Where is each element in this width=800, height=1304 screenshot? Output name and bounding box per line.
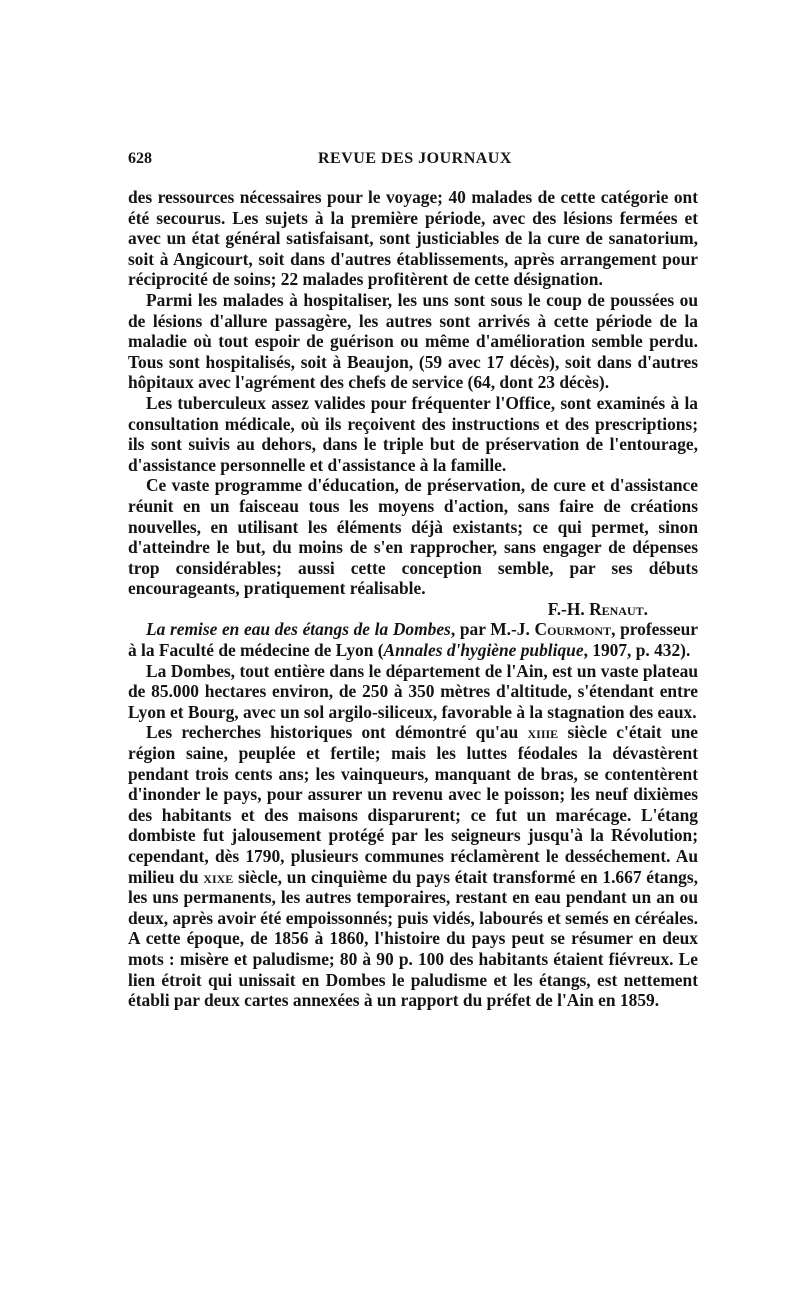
text-run: Les recherches historiques ont démontré qu'au <box>146 722 528 743</box>
article-by: , par M.-J. <box>450 619 535 640</box>
article-title: La remise en eau des étangs de la Dombes <box>146 619 451 640</box>
page-number: 628 <box>128 150 152 167</box>
article-heading <box>128 619 698 660</box>
paragraph: Ce vaste programme d'éducation, de préservation, de cure et d'assistance réunit en un faisceau tous les moyens d'action, sans faire de créations nouvelles, en utilisant les éléments déjà existants; ce qui permet, sinon d'atteindre le but, du moins de s'en rapprocher, sans engager de dépenses trop considérables; aussi cette conception semble, par ses débuts encourageants, pratiquement réalisable. <box>128 475 698 599</box>
article-affiliation: , professeur à la Faculté de médecine de Lyon ( <box>128 619 699 661</box>
paragraph <box>128 722 698 1010</box>
century-numeral: xixe <box>203 866 234 887</box>
running-title: REVUE DES JOURNAUX <box>318 150 512 167</box>
journal-reference: , 1907, p. 432). <box>583 640 691 661</box>
paragraph: Parmi les malades à hospitaliser, les uns sont sous le coup de poussées ou de lésions d'allure passagère, les autres sont arrivés à cette période de la maladie où tout espoir de guérison ou même d'amélioration semble perdu. Tous sont hospitalisés, soit à Beaujon, (59 avec 17 décès), soit dans d'autres hôpitaux avec l'agrément des chefs de service (64, dont 23 décès). <box>128 289 698 393</box>
page-header <box>128 150 698 174</box>
article-author: Courmont <box>534 619 612 640</box>
author-signature <box>128 599 698 620</box>
signature-name: F.-H. Renaut. <box>547 598 648 619</box>
text-run: siècle, un cinquième du pays était transformé en 1.667 étangs, les uns permanents, les autres temporaires, restant en eau pendant un an ou deux, après avoir été empoissonnés; puis vidés, labourés et semés en céréales. A cette époque, de 1856 à 1860, l'histoire du pays peut se résumer en deux mots : misère et paludisme; 80 à 90 p. 100 des habitants étaient fiévreux. Le lien étroit qui unissait en Dombes le paludisme et les étangs, est nettement établi par deux cartes annexées à un rapport du préfet de l'Ain en 1859. <box>128 866 698 1011</box>
page-body <box>128 187 698 1011</box>
paragraph: La Dombes, tout entière dans le département de l'Ain, est un vaste plateau de 85.000 hectares environ, de 250 à 350 mètres d'altitude, s'étendant entre Lyon et Bourg, avec un sol argilo-siliceux, favorable à la stagnation des eaux. <box>128 660 698 722</box>
journal-name: Annales d'hygiène publique <box>383 640 584 661</box>
century-numeral: xiiie <box>527 722 559 743</box>
paragraph: des ressources nécessaires pour le voyage; 40 malades de cette catégorie ont été secourus. Les sujets à la première période, avec des lésions fermées et avec un état général satisfaisant, sont justiciables de la cure de sanatorium, soit à Angicourt, soit dans d'autres établissements, après arrangement pour réciprocité de soins; 22 malades profitèrent de cette désignation. <box>128 187 698 290</box>
paragraph: Les tuberculeux assez valides pour fréquenter l'Office, sont examinés à la consultation médicale, où ils reçoivent des instructions et des prescriptions; ils sont suivis au dehors, dans le triple but de préservation de l'entourage, d'assistance personnelle et d'assistance à la famille. <box>128 392 698 475</box>
text-run: siècle c'était une région saine, peuplée et fertile; mais les luttes féodales la dévastèrent pendant trois cents ans; les vainqueurs, manquant de bras, se contentèrent d'inonder le pays, pour assurer un revenu avec le poisson; les neuf dixièmes des habitants et des maisons disparurent; ce fut un marécage. L'étang dombiste fut jalousement protégé par les seigneurs jusqu'à la Révolution; cependant, dès 1790, plusieurs communes réclamèrent le desséchement. Au milieu du <box>128 722 699 887</box>
